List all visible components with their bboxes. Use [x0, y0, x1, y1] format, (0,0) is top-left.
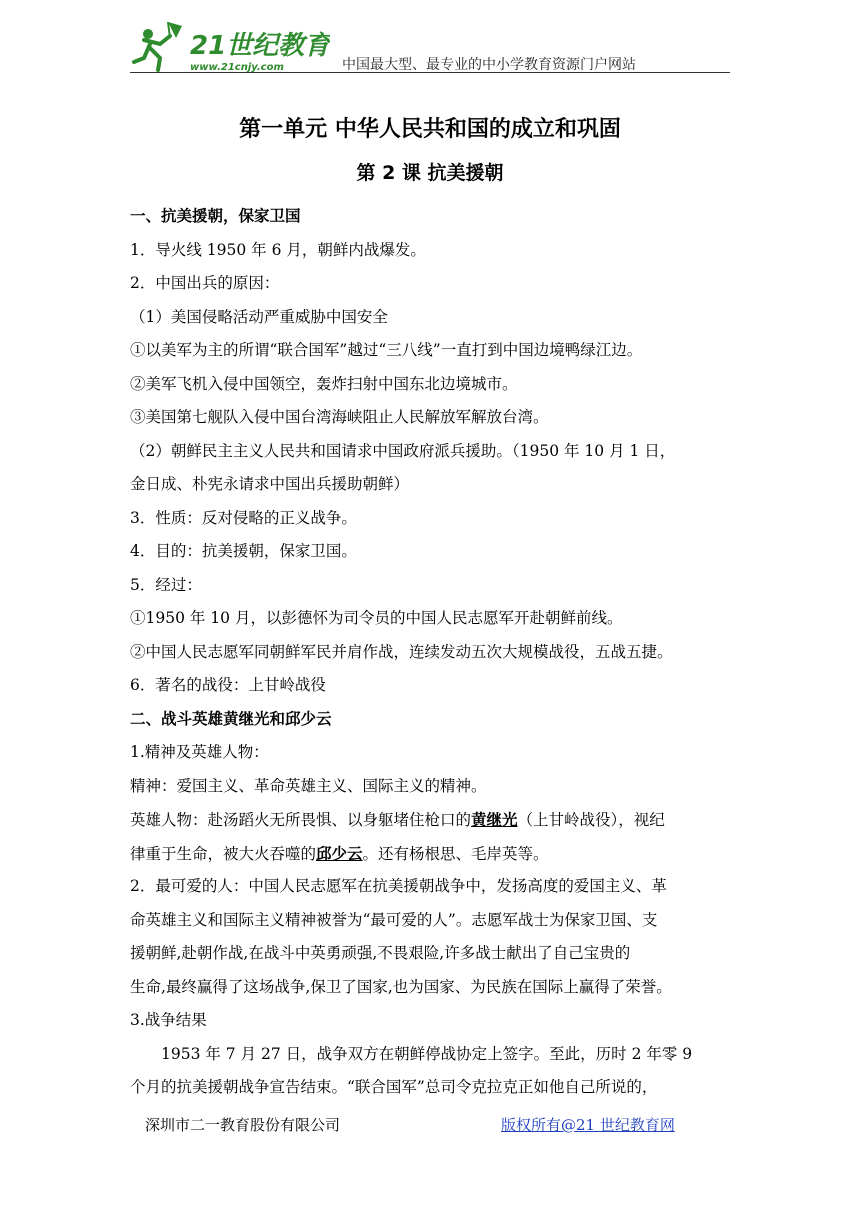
footer-company: 深圳市二一教育股份有限公司 [145, 1116, 341, 1134]
paragraph: （2）朝鲜民主主义人民共和国请求中国政府派兵援助。（1950 年 10 月 1 日， [130, 441, 676, 460]
paragraph: （1）美国侵略活动严重威胁中国安全 [130, 307, 388, 326]
paragraph: 1953 年 7 月 27 日，战争双方在朝鲜停战协定上签字。至此，历时 2 年零 9 [161, 1044, 693, 1063]
paragraph [130, 837, 730, 871]
paragraph: 个月的抗美援朝战争宣告结束。“联合国军”总司令克拉克正如他自己所说的， [130, 1078, 658, 1096]
paragraph: ①以美军为主的所谓“联合国军”越过“三八线”一直打到中国边境鸭绿江边。 [130, 341, 643, 359]
paragraph: ①1950 年 10 月，以彭德怀为司令员的中国人民志愿军开赴朝鲜前线。 [130, 609, 623, 627]
section-heading: 一、抗美援朝，保家卫国 [130, 207, 301, 225]
hero-name: 邱少云 [316, 843, 363, 863]
paragraph: 3.战争结果 [130, 1011, 207, 1029]
paragraph: 2．中国出兵的原因： [130, 274, 280, 292]
paragraph: 命英雄主义和国际主义精神被誉为“最可爱的人”。志愿军战士为保家卫国、支 [130, 910, 658, 929]
paragraph: 精神：爱国主义、革命英雄主义、国际主义的精神。 [130, 776, 487, 795]
site-slogan: 中国最大型、最专业的中小学教育资源门户网站 [342, 57, 636, 73]
page-header [130, 18, 730, 76]
paragraph: ②中国人民志愿军同朝鲜军民并肩作战，连续发动五次大规模战役，五战五捷。 [130, 642, 673, 661]
paragraph: 4．目的：抗美援朝，保家卫国。 [130, 542, 357, 560]
paragraph: 金日成、朴宪永请求中国出兵援助朝鲜） [130, 475, 410, 493]
paragraph: 生命,最终赢得了这场战争,保卫了国家,也为国家、为民族在国际上赢得了荣誉。 [130, 977, 672, 996]
text-run: 律重于生命，被大火吞噬的 [130, 844, 317, 863]
hero-name: 黄继光 [471, 810, 518, 829]
document-body [130, 200, 730, 1105]
logo [130, 18, 330, 74]
paragraph: 3．性质：反对侵略的正义战争。 [130, 508, 357, 527]
paragraph: ②美军飞机入侵中国领空，轰炸扫射中国东北边境城市。 [130, 374, 518, 393]
paragraph: 援朝鲜,赴朝作战,在战斗中英勇顽强,不畏艰险,许多战士献出了自己宝贵的 [130, 944, 631, 962]
section-heading: 二、战斗英雄黄继光和邱少云 [130, 709, 332, 728]
paragraph: 6．著名的战役：上甘岭战役 [130, 676, 326, 694]
paragraph: ③美国第七舰队入侵中国台湾海峡阻止人民解放军解放台湾。 [130, 408, 549, 426]
paragraph: 1．导火线 1950 年 6 月，朝鲜内战爆发。 [130, 240, 426, 259]
paragraph [130, 803, 730, 837]
text-run: （上甘岭战役），视纪 [517, 811, 665, 829]
lesson-title: 第 2 课 抗美援朝 [356, 162, 504, 184]
runner-icon [134, 22, 182, 70]
unit-title: 第一单元 中华人民共和国的成立和巩固 [239, 117, 621, 142]
paragraph: 2．最可爱的人：中国人民志愿军在抗美援朝战争中，发扬高度的爱国主义、革 [130, 877, 667, 895]
text-run: 。还有杨根思、毛岸英等。 [362, 844, 549, 863]
header-divider [130, 72, 730, 73]
paragraph: 1.精神及英雄人物： [130, 743, 269, 761]
svg-text:21世纪教育: 21世纪教育 [190, 31, 330, 61]
text-run: 英雄人物：赴汤蹈火无所畏惧、以身躯堵住枪口的 [130, 811, 472, 829]
svg-text:www.21cnjy.com: www.21cnjy.com [190, 62, 284, 73]
paragraph: 5．经过： [130, 575, 202, 594]
footer-copyright-link[interactable]: 版权所有@21 世纪教育网 [501, 1116, 675, 1134]
